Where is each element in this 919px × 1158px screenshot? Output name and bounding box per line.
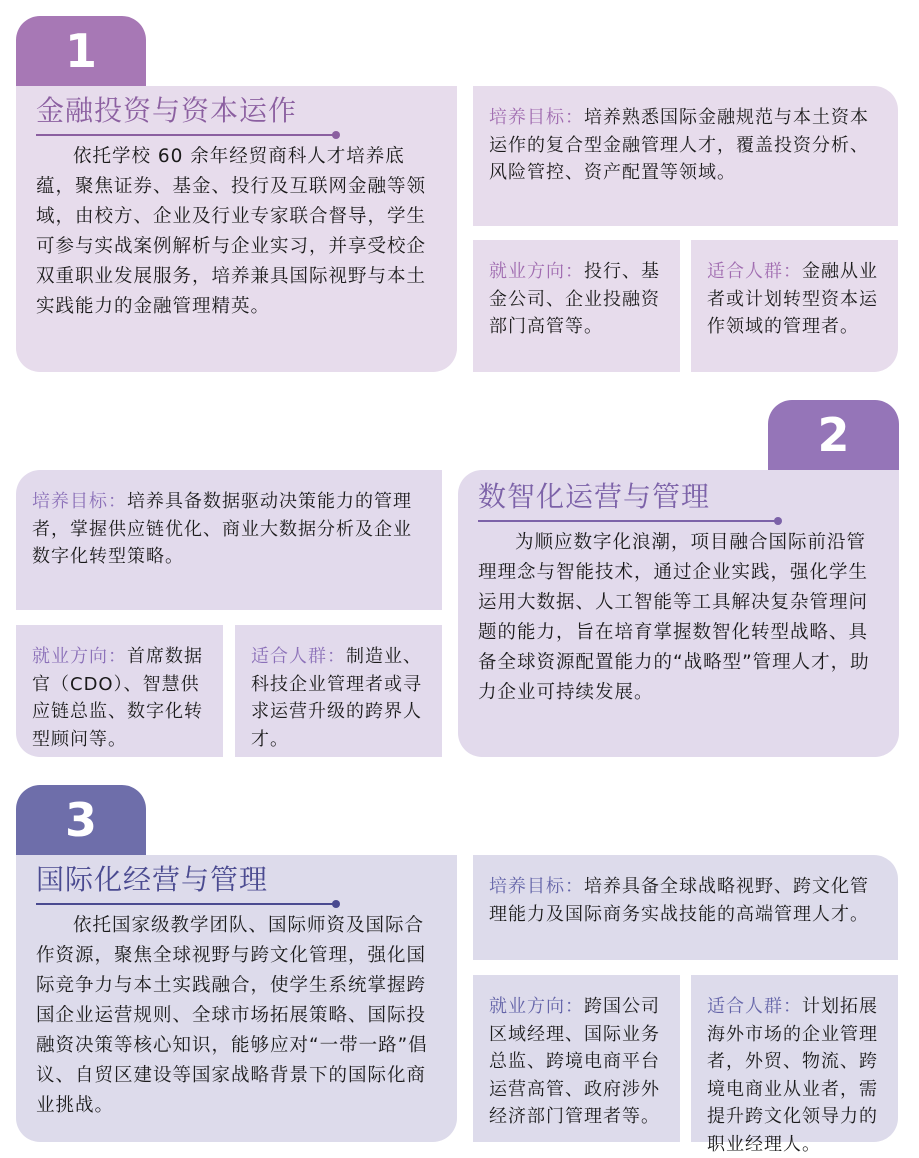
section-2-description: 为顺应数字化浪潮，项目融合国际前沿管理理念与智能技术，通过企业实践，强化学生运用大数据、人工智能等工具解决复杂管理问题的能力，旨在培育掌握数智化转型战略、具备全球资源配置能力的“战略型”管理人才，助力企业可持续发展。 [478, 532, 870, 703]
section-2-underline-dot [774, 517, 782, 525]
section-1-main-card [16, 86, 457, 372]
section-1-underline-dot [332, 131, 340, 139]
section-1-career-label: 就业方向： [489, 261, 584, 282]
section-1-number-tab [16, 16, 146, 86]
section-2-goal-label: 培养目标： [32, 491, 127, 512]
section-1-number: 1 [64, 24, 97, 78]
section-2-goal-box [16, 470, 442, 610]
section-1-career-box [473, 240, 680, 372]
section-3-career-label: 就业方向： [489, 996, 584, 1017]
section-1-audience-text: 金融从业者或计划转型资本运作领域的管理者。 [707, 261, 878, 337]
section-2-number-tab [768, 400, 899, 470]
section-1-career-text: 投行、基金公司、企业投融资部门高管等。 [489, 261, 660, 337]
section-3-career-text: 跨国公司区域经理、国际业务总监、跨境电商平台运营高管、政府涉外经济部门管理者等。 [489, 996, 660, 1127]
section-3-audience-label: 适合人群： [707, 996, 802, 1017]
section-2-audience-box [235, 625, 442, 757]
section-1-goal-box [473, 86, 898, 226]
section-2-title-underline [478, 520, 778, 522]
section-2-career-label: 就业方向： [32, 646, 127, 667]
section-3-goal-label: 培养目标： [489, 876, 584, 897]
section-3-main-card [16, 855, 457, 1142]
section-1-goal-label: 培养目标： [489, 107, 584, 128]
section-3-goal-text: 培养具备全球战略视野、跨文化管理能力及国际商务实战技能的高端管理人才。 [489, 876, 869, 925]
section-2-title: 数智化运营与管理 [478, 480, 711, 513]
section-1-description: 依托学校 60 余年经贸商科人才培养底蕴，聚焦证券、基金、投行及互联网金融等领域，由校方、企业及行业专家联合督导，学生可参与实战案例解析与企业实习，并享受校企双重职业发展服务，培养兼具国际视野与本土实践能力的金融管理精英。 [36, 146, 427, 317]
section-2-goal-text: 培养具备数据驱动决策能力的管理者，掌握供应链优化、商业大数据分析及企业数字化转型策略。 [32, 491, 412, 567]
section-3-career-box [473, 975, 680, 1142]
section-1-title-underline [36, 134, 336, 136]
section-2-audience-text: 制造业、科技企业管理者或寻求运营升级的跨界人才。 [251, 646, 422, 750]
section-1-audience-label: 适合人群： [707, 261, 802, 282]
section-2-audience-label: 适合人群： [251, 646, 346, 667]
section-2-main-card [458, 470, 899, 757]
section-3-goal-box [473, 855, 898, 960]
section-3-title: 国际化经营与管理 [36, 863, 269, 896]
section-1-audience-box [691, 240, 898, 372]
section-2-career-text: 首席数据官（CDO）、智慧供应链总监、数字化转型顾问等。 [32, 646, 203, 750]
section-3-title-underline [36, 903, 336, 905]
section-3-number-tab [16, 785, 146, 855]
section-3-number: 3 [64, 793, 97, 847]
section-3-audience-box [691, 975, 898, 1155]
section-2-career-box [16, 625, 223, 757]
section-3-underline-dot [332, 900, 340, 908]
section-1-title: 金融投资与资本运作 [36, 94, 298, 127]
section-3-audience-text: 计划拓展海外市场的企业管理者，外贸、物流、跨境电商业从业者，需提升跨文化领导力的职业经理人。 [707, 996, 878, 1155]
section-2-number: 2 [817, 408, 850, 462]
section-3-description: 依托国家级教学团队、国际师资及国际合作资源，聚焦全球视野与跨文化管理，强化国际竞争力与本土实践融合，使学生系统掌握跨国企业运营规则、全球市场拓展策略、国际投融资决策等核心知识，能够应对“一带一路”倡议、自贸区建设等国家战略背景下的国际化商业挑战。 [36, 915, 428, 1116]
section-1-goal-text: 培养熟悉国际金融规范与本土资本运作的复合型金融管理人才，覆盖投资分析、风险管控、资产配置等领域。 [489, 107, 869, 183]
